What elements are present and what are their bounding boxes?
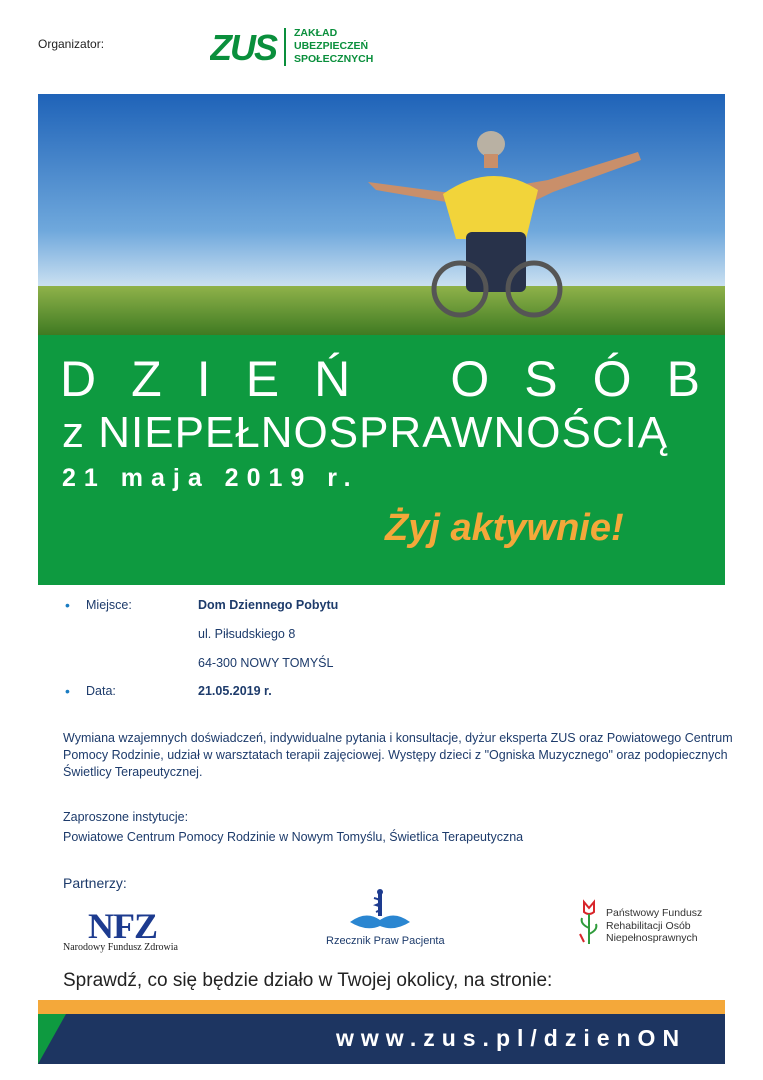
zus-name	[294, 27, 373, 66]
pfron-name-line: Niepełnosprawnych	[606, 932, 698, 944]
title-letter: O	[450, 351, 490, 407]
title-letter: B	[666, 351, 700, 407]
rpp-logo-icon	[348, 888, 412, 934]
title-letter: Ń	[314, 351, 351, 407]
pfron-name-line: Rehabilitacji Osób	[606, 919, 691, 932]
event-slogan: Żyj aktywnie!	[385, 507, 624, 549]
event-description: Wymiana wzajemnych doświadczeń, indywidualne pytania i konsultacje, dyżur eksperta ZUS oraz Powiatowego Centrum Pomocy Rodzinie, udział w warsztatach terapii zajęciowej. Występy dzieci z "Ogniska Muzycznego" oraz podopiecznych Świetlicy Terapeutycznej.	[63, 731, 733, 779]
title-word-gap	[385, 350, 415, 408]
logo-divider	[284, 28, 286, 66]
footer-orange-stripe	[38, 1000, 725, 1014]
event-title-line1	[60, 350, 700, 408]
pfron-logo-icon	[576, 898, 602, 946]
title-letter: D	[60, 351, 97, 407]
event-date: 21 maja 2019 r.	[62, 464, 359, 492]
zus-name-line: UBEZPIECZEŃ	[294, 40, 369, 52]
nfz-name: Narodowy Fundusz Zdrowia	[63, 942, 178, 953]
pfron-name	[606, 907, 702, 945]
title-letter: E	[245, 351, 280, 407]
date-value: 21.05.2019 r.	[198, 684, 272, 698]
place-label: Miejsce:	[86, 598, 132, 612]
event-title-line2: z NIEPEŁNOSPRAWNOŚCIĄ	[62, 408, 669, 457]
title-letter: S	[524, 351, 558, 407]
svg-text:ZUS: ZUS	[210, 28, 276, 64]
footer-green-accent	[38, 1014, 66, 1064]
website-link[interactable]: www.zus.pl/dzienON	[336, 1025, 687, 1051]
zus-name-line: ZAKŁAD	[294, 27, 338, 39]
bullet-icon: •	[65, 597, 70, 613]
title-letter: Z	[131, 351, 162, 407]
zus-name-line: SPOŁECZNYCH	[294, 53, 374, 65]
nfz-logo: NFZ	[88, 906, 157, 946]
place-city: 64-300 NOWY TOMYŚL	[198, 656, 334, 670]
date-label: Data:	[86, 684, 116, 698]
pfron-name-line: Państwowy Fundusz	[606, 907, 703, 919]
invited-heading: Zaproszone instytucje:	[63, 810, 189, 824]
rpp-name: Rzecznik Praw Pacjenta	[326, 935, 445, 947]
title-letter: I	[196, 351, 211, 407]
hero-photo	[38, 94, 725, 335]
check-website-text: Sprawdź, co się będzie działo w Twojej okolicy, na stronie:	[63, 970, 553, 991]
place-name: Dom Dziennego Pobytu	[198, 598, 339, 612]
zus-logo	[210, 28, 290, 64]
organizer-label: Organizator:	[38, 37, 105, 51]
invited-list: Powiatowe Centrum Pomocy Rodzinie w Nowym Tomyślu, Świetlica Terapeutyczna	[63, 830, 524, 844]
title-letter: Ó	[592, 351, 632, 407]
hero-photo-illustration	[38, 94, 725, 335]
place-street: ul. Piłsudskiego 8	[198, 627, 296, 641]
partners-heading: Partnerzy:	[63, 875, 127, 891]
bullet-icon: •	[65, 683, 70, 699]
